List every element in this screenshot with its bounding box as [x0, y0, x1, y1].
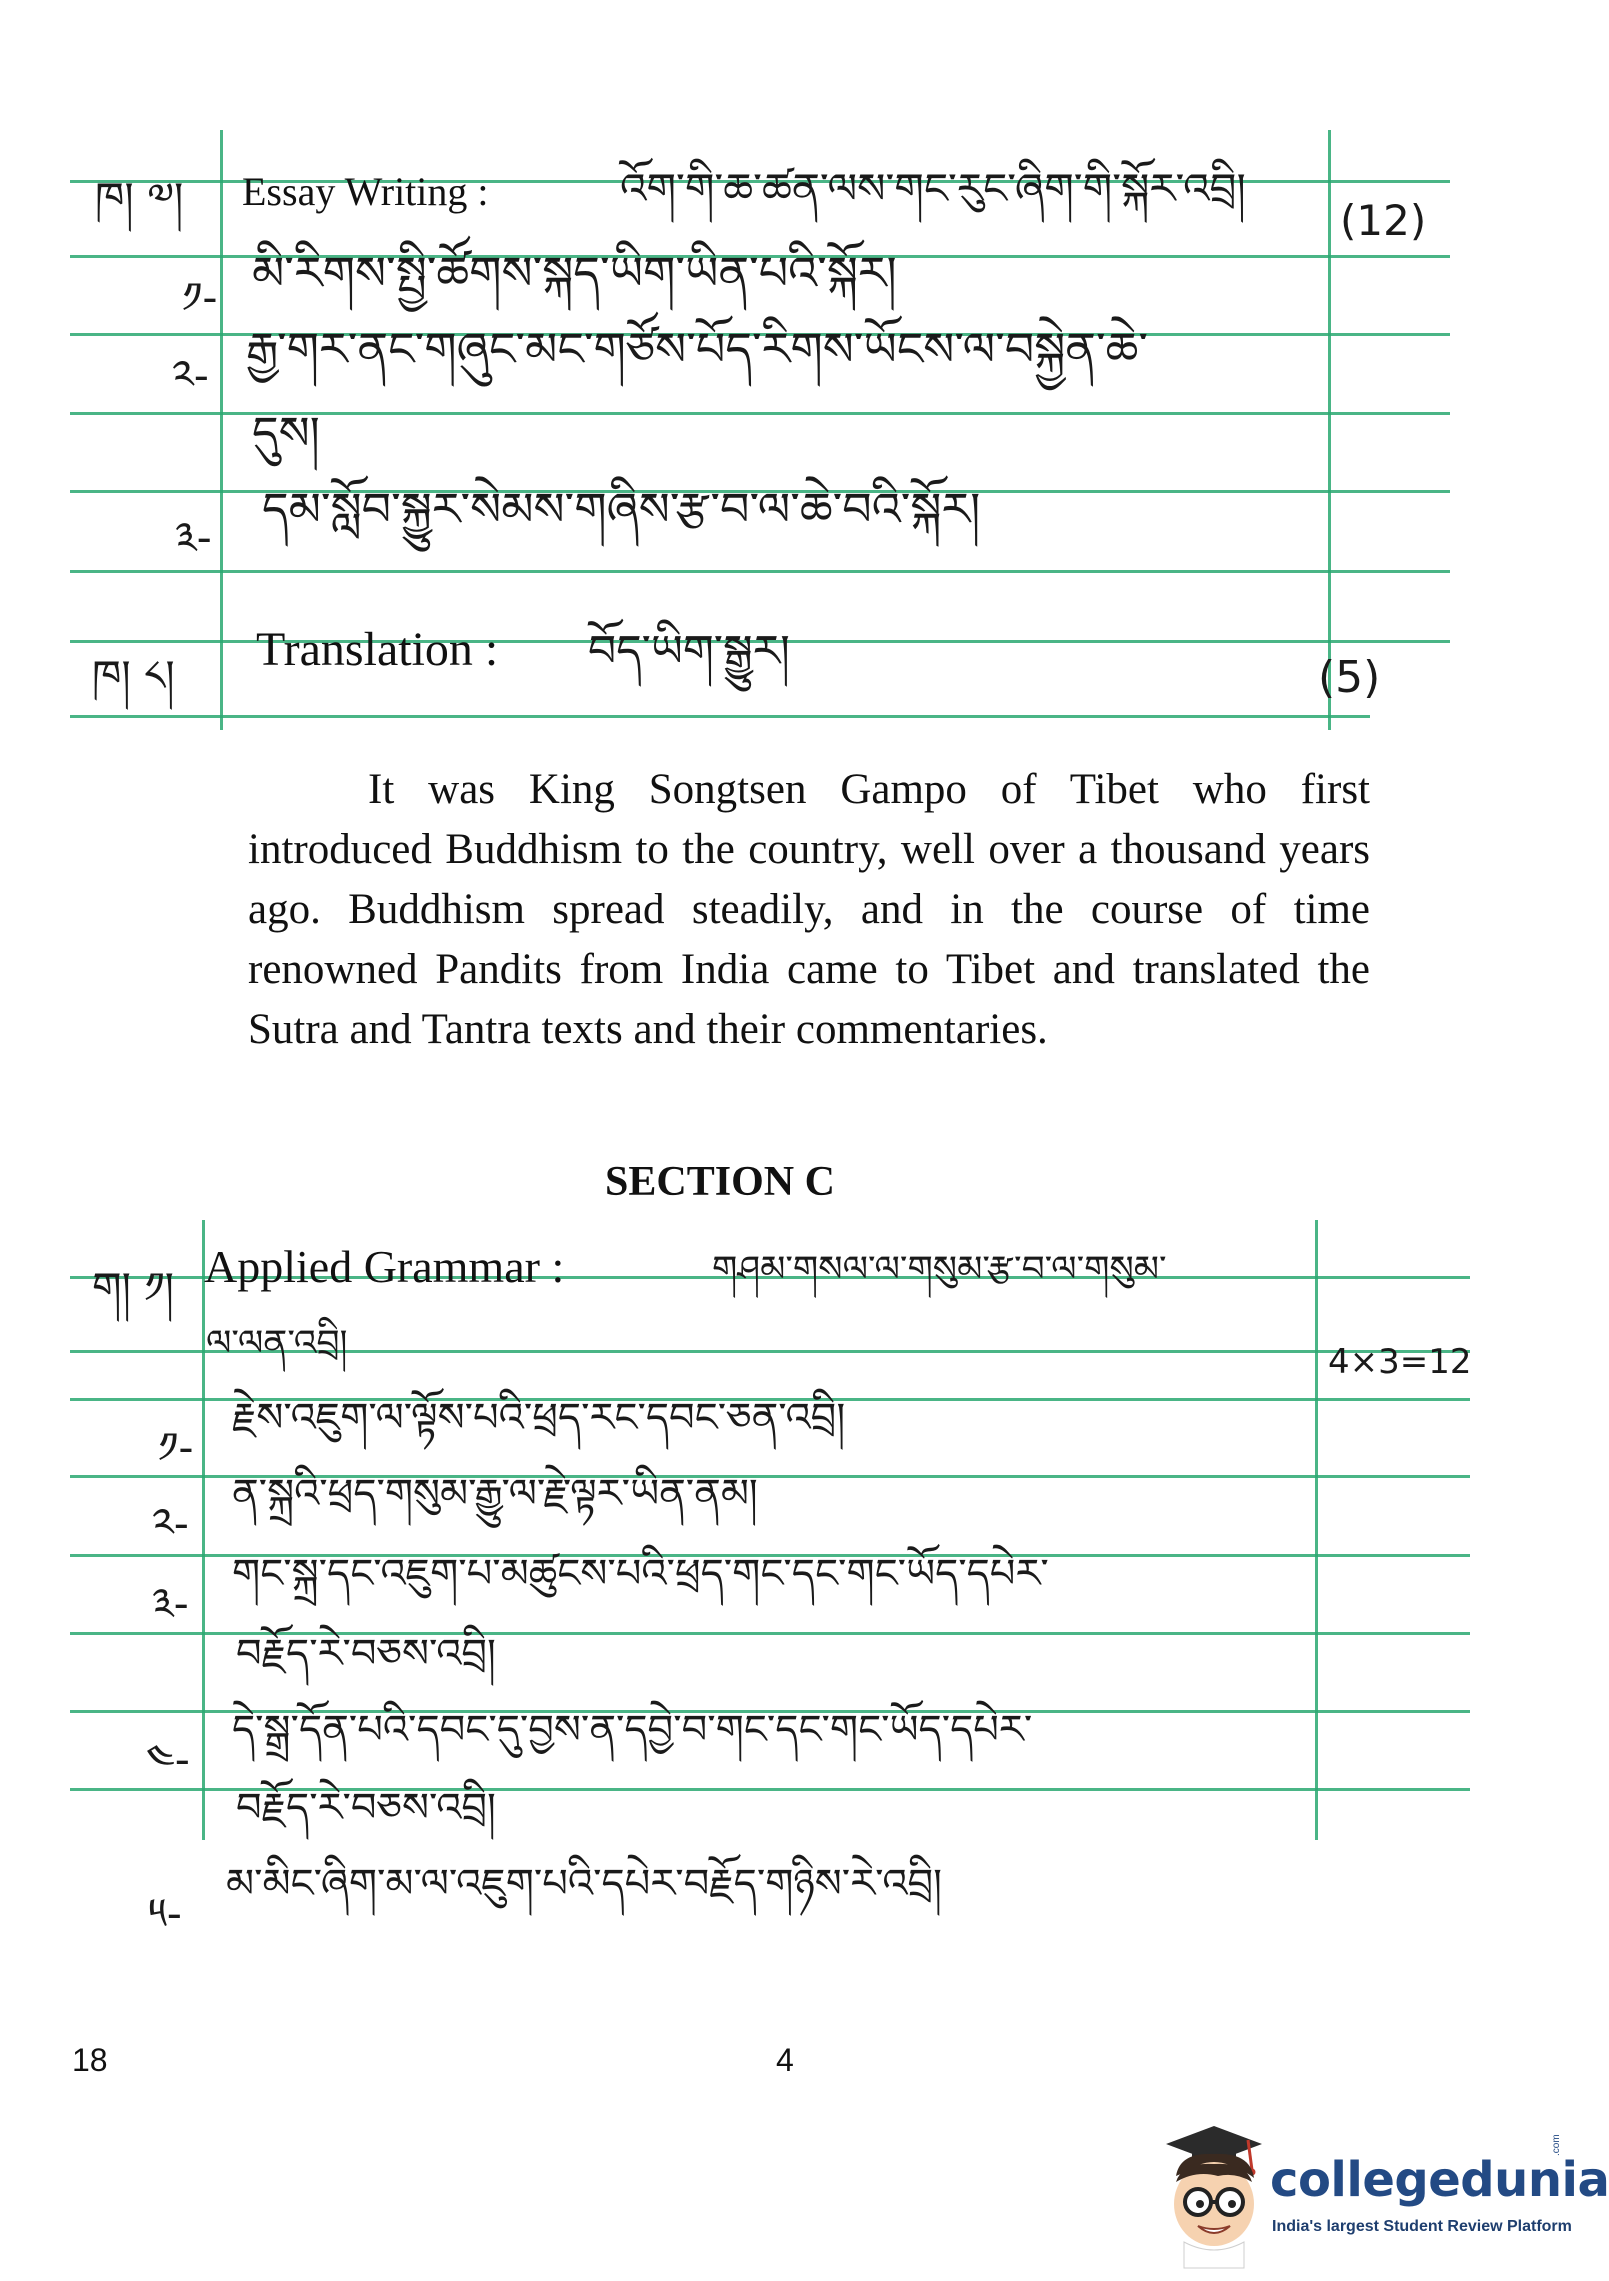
grammar-item-number: ༥- — [148, 1889, 182, 1938]
page-number: 4 — [776, 2042, 794, 2078]
grammar-instruction-continuation: ལ་ལན་འབྲི། — [206, 1323, 348, 1364]
essay-topic-number: ༡- — [182, 273, 218, 322]
grammar-item-3: གང་སྐྲ་དང་འཇུག་པ་མཚུངས་པའི་ཕྲད་གང་དང་གང་ཡོད་དཔེར་ — [232, 1551, 1049, 1597]
grammar-item-4: དེ་སྒྲ་དོན་པའི་དབང་དུ་བྱས་ན་དབྱེ་བ་གང་དང་གང་ཡོད་དཔེར་ — [232, 1707, 1033, 1753]
grammar-item-3-continuation: བརྗོད་རེ་བཅས་འབྲི། — [236, 1631, 496, 1677]
grammar-item-number: ༡- — [158, 1423, 194, 1472]
translation-marks: (5) — [1318, 652, 1381, 703]
logo-wordmark: collegedunia — [1270, 2152, 1609, 2208]
grammar-item-number: ༤- — [146, 1735, 190, 1784]
margin-line — [1328, 130, 1331, 730]
essay-instruction: འོག་གི་ཆ་ཚན་ལས་གང་རུང་ཞིག་གི་སྐོར་འབྲི། — [620, 164, 1246, 213]
essay-marks: (12) — [1340, 196, 1427, 245]
translation-instruction: བོད་ཡིག་སྒྱུར། — [588, 626, 790, 677]
essay-topic-number: ༢- — [172, 351, 209, 400]
applied-grammar-label: Applied Grammar : — [204, 1241, 565, 1292]
essay-topic-3: དམ་སློབ་སྐྱུར་སེམས་གཞིས་རྩ་བ་ལ་ཆེ་བའི་སྐོར། — [262, 482, 981, 536]
ruled-line — [70, 715, 1370, 718]
essay-topic-2: རྒྱ་གར་ནང་གཞུང་མང་གཙོས་པོད་རིགས་ཡོངས་ལ་བསྐྱེན་ཆེ་ — [246, 322, 1149, 376]
grammar-question-number: ག། ༡། — [92, 1263, 174, 1312]
essay-question-number: ཁ། ༧། — [95, 173, 184, 222]
essay-writing-label: Essay Writing : — [242, 169, 489, 214]
translation-question-number: ཁ། ༨། — [92, 651, 175, 700]
essay-topic-number: ༣- — [175, 513, 212, 562]
grammar-item-2: ན་སྐྲའི་ཕྲད་གསུམ་རྒྱུ་ལ་རྗེ་ལྟར་ཡིན་ནམ། — [232, 1471, 758, 1517]
grammar-instruction: གཤམ་གསལ་ལ་གསུམ་རྩ་བ་ལ་གསུམ་ — [712, 1249, 1167, 1290]
mascot-icon — [1162, 2118, 1266, 2268]
logo-com-suffix: .com — [1551, 2134, 1562, 2156]
grammar-item-1: རྗེས་འཇུག་ལ་ལྟོས་པའི་ཕྲད་རང་དབང་ཅན་འབྲི། — [232, 1395, 846, 1441]
margin-line — [1315, 1220, 1318, 1840]
essay-topic-1: མི་རིགས་སྤྱི་ཚོགས་སྐད་ཡིག་ཡིན་པའི་སྐོར། — [252, 246, 897, 300]
essay-topic-2-continuation: དུས། — [252, 406, 320, 460]
grammar-marks: 4×3=12 — [1328, 1342, 1472, 1382]
translation-label: Translation : — [256, 623, 499, 676]
margin-line — [220, 130, 223, 730]
margin-line — [202, 1220, 205, 1840]
ruled-line — [70, 570, 1450, 573]
translation-passage: It was King Songtsen Gampo of Tibet who first introduced Buddhism to the country, well over a thousand years ago. Buddhism spread steadily, and in the course of time renowned Pandits from India came to Tibet and translated the Sutra and Tantra texts and their commentaries. — [248, 766, 1370, 1053]
logo-tagline: India's largest Student Review Platform — [1272, 2218, 1572, 2235]
collegedunia-logo[interactable] — [1162, 2118, 1609, 2268]
grammar-item-4-continuation: བརྗོད་རེ་བཅས་འབྲི། — [236, 1785, 496, 1831]
grammar-item-5: མ་མིང་ཞིག་མ་ལ་འཇུག་པའི་དཔེར་བརྗོད་གཉིས་རེ་འབྲི། — [226, 1861, 943, 1907]
grammar-item-number: ༢- — [152, 1499, 189, 1548]
paper-code: 18 — [72, 2042, 108, 2078]
section-c-title: SECTION C — [605, 1159, 835, 1205]
grammar-item-number: ༣- — [152, 1579, 189, 1628]
